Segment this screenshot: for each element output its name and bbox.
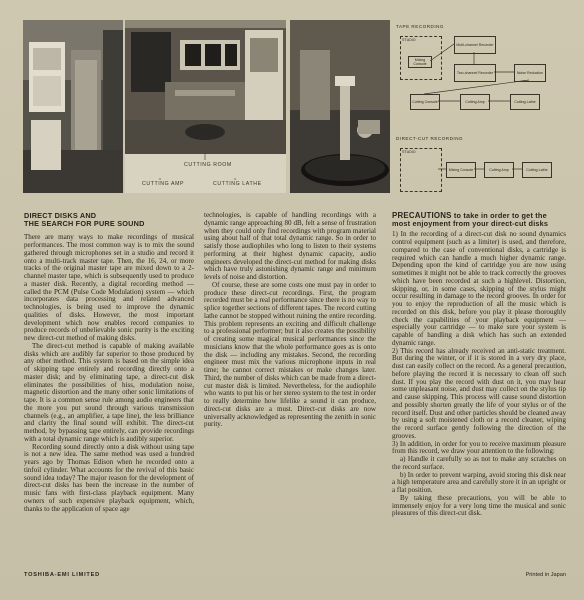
direct-cut-diagram xyxy=(396,136,568,192)
printed-in: Printed in Japan xyxy=(525,572,566,578)
studio-photo xyxy=(23,20,123,193)
direct-cutting-lathe-label: Cutting Lathe xyxy=(526,168,548,172)
tape-twochannel-label: Two-channel Recorder xyxy=(456,71,494,75)
tape-mixing-label: Mixing Console xyxy=(413,58,427,66)
article-heading xyxy=(24,212,194,228)
article-paragraph: Recording sound directly onto a disk without using tape is not a new idea. The same method was used a hundred years ago by Thomas Edison when he recorded onto a tinfoil cylinder. What accounts for the revival of this basic sound idea today? The major reason for the development of direct-cut disks has been the increase in the number of music fans with first-class playback equipment. Many owners of such expensive playback equipment, which, thanks to the application of space age xyxy=(24,442,194,513)
tape-recording-diagram xyxy=(396,24,568,124)
precautions-heading-rest: to take in order to get the most enjoyment from your direct-cut disks xyxy=(392,211,549,229)
article-paragraph: technologies, is capable of handling recordings with a dynamic range approaching 80 dB, felt a sense of frustration when they could only find recordings with program material using about half of that total dynamic range. So in order to satisfy those audiophiles who long to listen to their systems performing at their highest dynamic capacity, audio engineers developed the direct-cut method for making disks which have truly astonishing dynamic range and minimum levels of noise and distortion. xyxy=(204,211,376,281)
cutting-lathe-photo xyxy=(290,20,390,193)
precaution-item: b) In order to prevent warping, avoid storing this disk near a high temperature area and carefully store it in an upright or a flat position. xyxy=(392,470,566,495)
tape-recording-title: TAPE RECORDING xyxy=(396,24,445,29)
tape-cutting-amp-label: Cutting Amp xyxy=(465,100,485,104)
direct-mixing-label: Mixing Console xyxy=(448,168,474,172)
article-paragraph: Of course, these are some costs one must pay in order to produce these direct-cut recordings. First, the program recorded must be a real performance since there is no way to splice together sections of different tapes. The record cutting lathe cannot be stopped without ruining the entire recording. This problem represents an exciting and difficult challenge to a professional performer; but it also creates the possibility of creating some magical musical performances since the musicians know that the whole performance goes as is onto the disk — including any mistakes. Second, the recording engineer must mix the various microphone inputs in real time; he cannot correct mistakes or make changes later. Third, the number of disks which can be made from a direct-cut master disk is limited. Nevertheless, for the audiophile who wants to put his or her stereo system to the test in order to really determine how lifelike a sound it can produce, direct-cut disks are a must. Direct-cut disks are now universally acknowledged as representing the zenith in sonic purity. xyxy=(204,280,376,429)
precaution-item: 3) In addition, in order for you to receive maximum pleasure from this record, we draw your attention to the following: xyxy=(392,439,566,456)
direct-diagram-arrows xyxy=(396,136,568,192)
tape-cutting-lathe-label: Cutting Lathe xyxy=(514,100,536,104)
article-column-2 xyxy=(204,212,376,429)
caption-leader-lines xyxy=(125,154,286,193)
caption-cutting-room-text: CUTTING ROOM xyxy=(184,162,232,168)
precautions-heading xyxy=(392,212,566,228)
article-column-1 xyxy=(24,212,194,513)
tape-noise-label: Noise Reduction xyxy=(516,71,544,75)
article-heading-line1: DIRECT DISKS AND xyxy=(24,211,97,220)
tape-cutting-console-label: Cutting Console xyxy=(412,100,438,104)
precaution-item: 1) In the recording of a direct-cut disk no sound dynamics control equipment (such as a limiter) is used, and therefore, compared to the case of conventional disks, a cartridge is required which can handle a much higher dynamic range. Depending upon the kind of cartridge you are now using sometimes it might not be able to track correctly the grooves which have been recorded at such a highlevel. Distortion, skipping, or, in some cases, skipping of the stylus might occur resulting in damage to the record grooves. In order for you to enjoy the reproduction of all the music which is recorded on this disk, before you play it please thoroughly check the capabilities of your playback equipment — especially your cartridge — to make sure your system is capable of handling a disk which has such an extended dynamic range. xyxy=(392,230,566,347)
tape-studio-label: STUDIO xyxy=(402,38,416,42)
caption-cutting-lathe-text: CUTTING LATHE xyxy=(213,181,262,187)
precaution-item: 2) This record has already received an anti-static treatment. But during the winter, or if it is stored in a very dry place, dust can easily collect on the record. As a general precaution, before playing the record it is necessary to clean off such dust. If you play the record with dust on it, you may hear some unpleasant noise, and dust may collect on the stylus tip and cause skipping. This process will cause sound distortion and possibly shorten greatly the life of your stylus or of the record itself. Dust and other particles should be cleaned away by using a soft moistened cloth or a record cleaner, wiping the record surface gently following the direction of the grooves. xyxy=(392,346,566,440)
tape-diagram-arrows xyxy=(396,24,568,124)
tape-multichannel-label: Multi-channel Recorder xyxy=(456,43,494,47)
precaution-item: a) Handle it carefully so as not to make any scratches on the record surface. xyxy=(392,455,566,471)
direct-cutting-amp-label: Cutting Amp xyxy=(489,168,509,172)
direct-cut-title: DIRECT-CUT RECORDING xyxy=(396,136,464,141)
article-heading-line2: THE SEARCH FOR PURE SOUND xyxy=(24,219,145,229)
article-paragraph: The direct-cut method is capable of making available disks which are audibly far superior to those produced by any other method. This system is based on the simple idea of skipping tape entirely and recording directly onto a master disk; and by eliminating tape, a direct-cut disk eliminates the possibilities of hiss, modulation noise, magnetic distortion and the many other sonic limitations of tape. It is a common sense rule among audio engineers that the more you put sound through various transmission channels (e.g., an amplifier, a tape line), the less brilliance and clarity the final sound will exhibit. The direct-cut method, by bypassing tape entirely, can provide recordings with a total dynamic range which is audibly superior. xyxy=(24,341,194,443)
precautions-column xyxy=(392,212,566,518)
label-name: TOSHIBA-EMI LIMITED xyxy=(24,572,101,578)
precautions-heading-lead: PRECAUTIONS xyxy=(392,211,452,220)
article-paragraph: There are many ways to make recordings of musical performances. The most common way is to mix the sound gathered through microphones set in a studio and record it onto a multi-track master tape. Then, the 16, 24, or more tracks of the original master tape are mixed down to a 2-channel master tape, which is subsequently used to produce a master disk. Recently, a digital recording method — called the PCM (Pulse Code Modulation) system — which incorporates data processing and related advanced technologies, is being used to improve the dynamic qualities of disks. However, the most important development which now enables record companies to produce records of unbelievable sonic purity is the exciting new direct-cut method of making disks. xyxy=(24,233,194,343)
direct-studio-label: STUDIO xyxy=(402,150,416,154)
caption-cutting-amp-text: CUTTING AMP xyxy=(142,181,185,187)
precaution-item: By taking these precautions, you will be able to immensely enjoy for a very long time the musical and sonic pleasures of this direct-cut disk. xyxy=(392,493,566,518)
